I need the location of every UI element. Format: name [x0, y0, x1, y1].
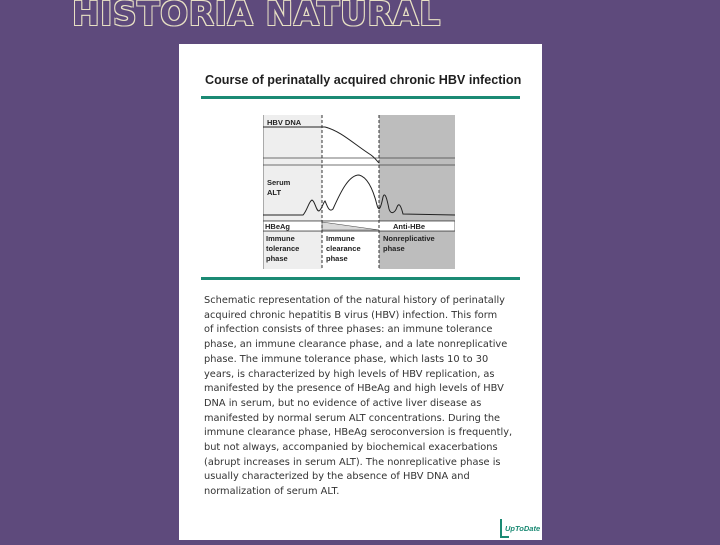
phase1-label-3: phase: [266, 254, 288, 263]
description-line: acquired chronic hepatitis B virus (HBV) infection. This form: [204, 309, 498, 321]
dna-label: HBV DNA: [267, 118, 302, 127]
hbv-schematic: [263, 109, 455, 269]
phase2-label-3: phase: [326, 254, 348, 263]
figure-card: [179, 44, 542, 540]
description-line: usually characterized by the absence of HBV DNA and: [204, 471, 470, 483]
phase3-label-1: Nonreplicative: [383, 234, 435, 243]
description-line: manifested by normal serum ALT concentrations. During the: [204, 412, 501, 424]
description-line: of infection consists of three phases: an immune tolerance: [204, 324, 493, 336]
phase1-label-1: Immune: [266, 234, 295, 243]
alt-label-line1: Serum: [267, 178, 291, 187]
heading-divider: [201, 96, 520, 99]
antihbe-label: Anti-HBe: [393, 222, 426, 231]
description-line: but not always, accompanied by biochemical exacerbations: [204, 442, 498, 454]
alt-label-line2: ALT: [267, 188, 282, 197]
description-line: manifested by the presence of HBeAg and high levels of HBV: [204, 383, 504, 395]
phase3-band: [379, 115, 455, 221]
uptodate-logo: [499, 516, 541, 540]
phase3-label-2: phase: [383, 244, 405, 253]
description-line: immune clearance phase, HBeAg seroconversion is frequently,: [204, 427, 513, 439]
description-line: phase. The immune tolerance phase, which lasts 10 to 30: [204, 353, 489, 365]
phase2-band: [322, 115, 379, 221]
phase2-label-2: clearance: [326, 244, 361, 253]
caption-divider: [201, 277, 520, 280]
description-line: phase, an immune clearance phase, and a late nonreplicative: [204, 339, 508, 351]
phase2-label-1: Immune: [326, 234, 355, 243]
description-line: (abrupt increases in serum ALT). The nonreplicative phase is: [204, 456, 501, 468]
hbeag-label: HBeAg: [265, 222, 291, 231]
logo-text: UpToDate: [505, 524, 541, 533]
slide-title: HISTORIA NATURAL: [72, 0, 441, 33]
description-line: years, is characterized by high levels of HBV replication, as: [204, 368, 495, 380]
description-line: Schematic representation of the natural history of perinatally: [204, 295, 505, 306]
description-line: normalization of serum ALT.: [204, 486, 340, 498]
figure-heading: Course of perinatally acquired chronic HBV infection: [205, 73, 522, 87]
phase1-label-2: tolerance: [266, 244, 300, 253]
figure-description: [204, 294, 522, 500]
phase1-band: [263, 115, 322, 221]
description-line: DNA in serum, but no evidence of active liver disease as: [204, 397, 482, 409]
